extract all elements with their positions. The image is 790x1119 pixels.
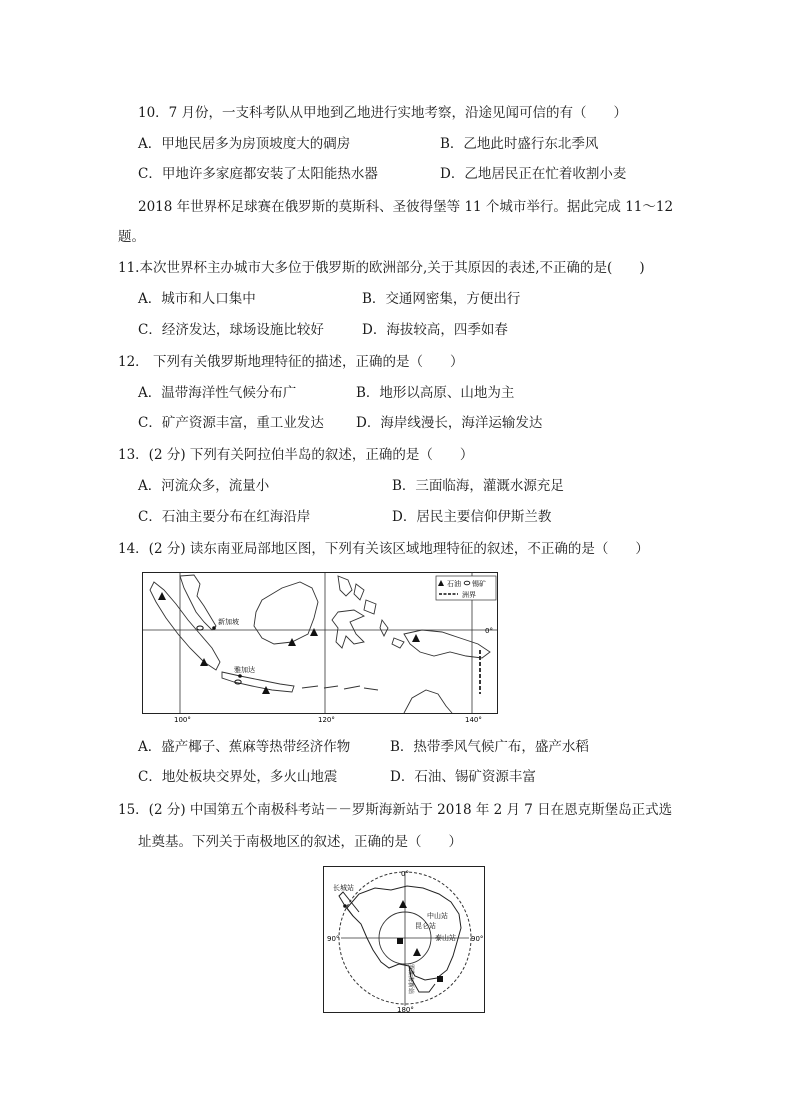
- singapore-dot: [212, 626, 216, 630]
- lon-100-label: 100°: [174, 716, 191, 724]
- q12-option-d[interactable]: D．海岸线漫长，海洋运输发达: [356, 415, 543, 431]
- q13-option-b[interactable]: B．三面临海，灌溉水源充足: [392, 478, 564, 494]
- kunlun-label: 昆仑站: [415, 922, 436, 930]
- q12-option-b[interactable]: B．地形以高原、山地为主: [356, 385, 515, 401]
- q10-option-d[interactable]: D．乙地居民正在忙着收割小麦: [440, 166, 627, 182]
- q13-option-c[interactable]: C．石油主要分布在红海沿岸: [138, 509, 311, 525]
- q14-stem: 14．(2 分) 读东南亚局部地区图，下列有关该区域地理特征的叙述，不正确的是（ ）: [118, 541, 649, 557]
- lat-0-label: 0°: [485, 627, 493, 635]
- q10-option-a[interactable]: A．甲地民居多为房顶坡度大的碉房: [138, 136, 351, 152]
- q10-option-c[interactable]: C．甲地许多家庭都安装了太阳能热水器: [138, 166, 378, 182]
- legend-tin-label: 锡矿: [472, 580, 486, 588]
- zhongshan-label: 中山站: [427, 912, 448, 920]
- kunlun-station-icon: [397, 938, 403, 944]
- great-wall-label: 长城站: [333, 884, 354, 892]
- legend-boundary-label: 洲界: [462, 591, 476, 599]
- label-90-left: 90°: [327, 935, 340, 943]
- taishan-label: 泰山站: [435, 934, 456, 942]
- q10-stem: 10．7 月份，一支科考队从甲地到乙地进行实地考察，沿途见闻可信的有（ ）: [138, 105, 628, 121]
- q11-stem: 11.本次世界杯主办城市大多位于俄罗斯的欧洲部分,关于其原因的表述,不正确的是( ): [118, 260, 645, 276]
- intro-11-12-line1: 2018 年世界杯足球赛在俄罗斯的莫斯科、圣彼得堡等 11 个城市举行。据此完成 11～12: [138, 199, 674, 215]
- legend-oil-label: 石油: [447, 580, 461, 588]
- q14-option-c[interactable]: C．地处板块交界处，多火山地震: [138, 769, 338, 785]
- jakarta-dot: [238, 674, 242, 678]
- q13-stem: 13．(2 分) 下列有关阿拉伯半岛的叙述，正确的是（ ）: [118, 447, 474, 463]
- q15-stem-line2: 址奠基。下列关于南极地区的叙述，正确的是（ ）: [138, 834, 462, 850]
- singapore-label: 新加坡: [218, 618, 239, 626]
- q11-option-d[interactable]: D．海拔较高，四季如春: [362, 322, 508, 338]
- label-90-right: 90°: [471, 935, 484, 943]
- q13-option-a[interactable]: A．河流众多，流量小: [138, 478, 270, 494]
- label-180: 180°: [397, 1006, 414, 1014]
- q12-stem: 12． 下列有关俄罗斯地理特征的描述，正确的是（ ）: [118, 354, 464, 370]
- q11-option-c[interactable]: C．经济发达，球场设施比较好: [138, 322, 324, 338]
- q14-option-d[interactable]: D．石油、锡矿资源丰富: [390, 769, 536, 785]
- rossnew-station-icon: [437, 976, 443, 982]
- antarctica-map: [323, 866, 487, 1014]
- q10-option-b[interactable]: B．乙地此时盛行东北季风: [440, 136, 599, 152]
- q14-option-a[interactable]: A．盛产椰子、蕉麻等热带经济作物: [138, 739, 351, 755]
- q13-option-d[interactable]: D．居民主要信仰伊斯兰教: [392, 509, 552, 525]
- rossnew-label: 罗斯海新站: [407, 964, 414, 995]
- q11-option-b[interactable]: B．交通网密集，方便出行: [362, 291, 521, 307]
- q14-option-b[interactable]: B．热带季风气候广布，盛产水稻: [390, 739, 589, 755]
- lon-140-label: 140°: [465, 716, 482, 724]
- intro-11-12-line2: 题。: [118, 229, 145, 245]
- q12-option-a[interactable]: A．温带海洋性气候分布广: [138, 385, 297, 401]
- q15-stem-line1: 15．(2 分) 中国第五个南极科考站－－罗斯海新站于 2018 年 2 月 7 日在恩克斯堡岛正式选: [118, 802, 673, 818]
- great-wall-station-dot: [343, 904, 347, 908]
- southeast-asia-map: [142, 572, 502, 724]
- jakarta-label: 雅加达: [234, 666, 255, 674]
- lon-120-label: 120°: [318, 716, 335, 724]
- q11-option-a[interactable]: A．城市和人口集中: [138, 291, 256, 307]
- q12-option-c[interactable]: C．矿产资源丰富，重工业发达: [138, 415, 324, 431]
- label-0: 0°: [401, 870, 409, 878]
